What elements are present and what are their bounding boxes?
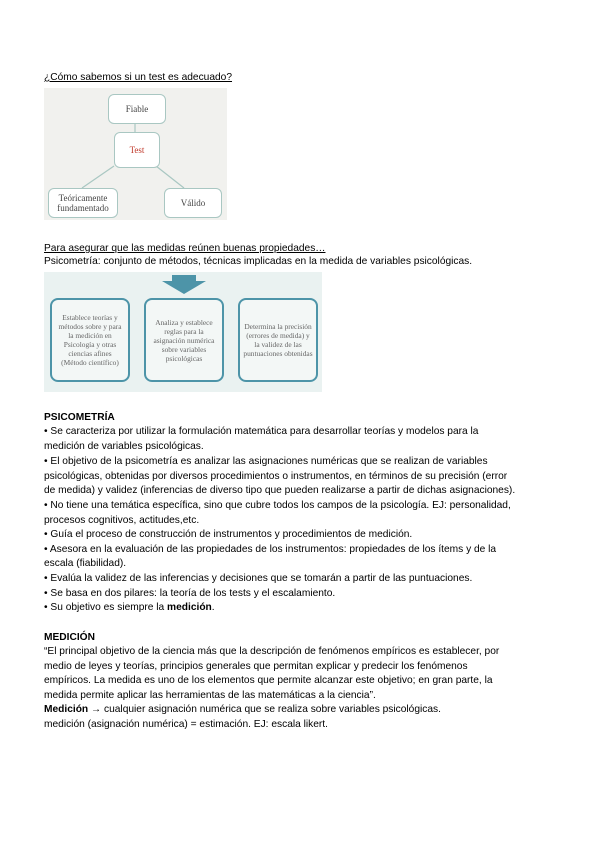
psicometria-functions-diagram [44,272,322,392]
psicometria-last-bold: medición [167,602,212,613]
box-valido: Válido [164,188,222,218]
psicometria-line: procesos cognitivos, actitudes,etc. [44,515,200,526]
box-determina-precision: Determina la precisión (errores de medida) y la validez de las puntuaciones obtenidas [238,298,318,382]
box-analiza-reglas: Analiza y establece reglas para la asignación numérica sobre variables psicológicas [144,298,224,382]
heading-properties: Para asegurar que las medidas reúnen buenas propiedades… [44,243,326,254]
box-establece-teorias: Establece teorías y métodos sobre y para la medición en Psicología y otras ciencias afines (Método científico) [50,298,130,382]
psicometria-last-prefix: • Su objetivo es siempre la [44,602,168,613]
psicometria-line: • El objetivo de la psicometría es analizar las asignaciones numéricas que se realizan de variables [44,456,488,467]
box-test: Test [114,132,160,168]
medicion-quote-line: “El principal objetivo de la ciencia más que la descripción de fenómenos empíricos es establecer, por [44,646,500,657]
psicometria-line: • Asesora en la evaluación de las propiedades de los instrumentos: propiedades de los ítems y de la [44,544,497,555]
medicion-quote-line: empíricos. La medida es uno de los elementos que permite alcanzar este objetivo; en gran parte, la [44,675,493,686]
psicometria-line: de medida) y validez (inferencias de diverso tipo que pueden realizarse a partir de dichas asignaciones). [44,485,516,496]
medicion-definition-text: → cualquier asignación numérica que se realiza sobre variables psicológicas. [88,704,441,715]
psicometria-line: • Se caracteriza por utilizar la formulación matemática para desarrollar teorías y modelos para la [44,426,479,437]
medicion-quote-line: medio de leyes y teorías, principios generales que permitan explicar y predecir los fenómenos [44,661,468,672]
medicion-estimacion-line: medición (asignación numérica) = estimación. EJ: escala likert. [44,719,328,730]
psicometria-last-line [44,601,215,615]
medicion-definition [44,703,441,717]
section-title-psicometria: PSICOMETRÍA [44,412,115,423]
psicometria-line: • No tiene una temática específica, sino que cubre todos los campos de la psicología. EJ: personalidad, [44,500,511,511]
psicometria-line: psicológicas, obtenidas por diversos procedimientos o instrumentos, en términos de su precisión (error [44,471,508,482]
psicometria-line: • Guía el proceso de construcción de instrumentos y procedimientos de medición. [44,529,413,540]
psicometria-line: medición de variables psicológicas. [44,441,204,452]
medicion-definition-term: Medición [44,704,89,715]
psicometria-line: • Se basa en dos pilares: la teoría de los tests y el escalamiento. [44,588,336,599]
section-title-medicion: MEDICIÓN [44,632,95,643]
psicometria-definition: Psicometría: conjunto de métodos, técnicas implicadas en la medida de variables psicológicas. [44,256,473,267]
test-properties-diagram [44,88,227,220]
box-teoricamente-fundamentado: Teóricamente fundamentado [48,188,118,218]
box-fiable: Fiable [108,94,166,124]
heading-test-adequacy: ¿Cómo sabemos si un test es adecuado? [44,72,233,83]
medicion-quote-line: medida permite aplicar las herramientas de las matemáticas a la ciencia”. [44,690,376,701]
psicometria-line: • Evalúa la validez de las inferencias y decisiones que se tomarán a partir de las puntuaciones. [44,573,473,584]
psicometria-line: escala (fiabilidad). [44,558,127,569]
psicometria-last-suffix: . [211,602,215,613]
